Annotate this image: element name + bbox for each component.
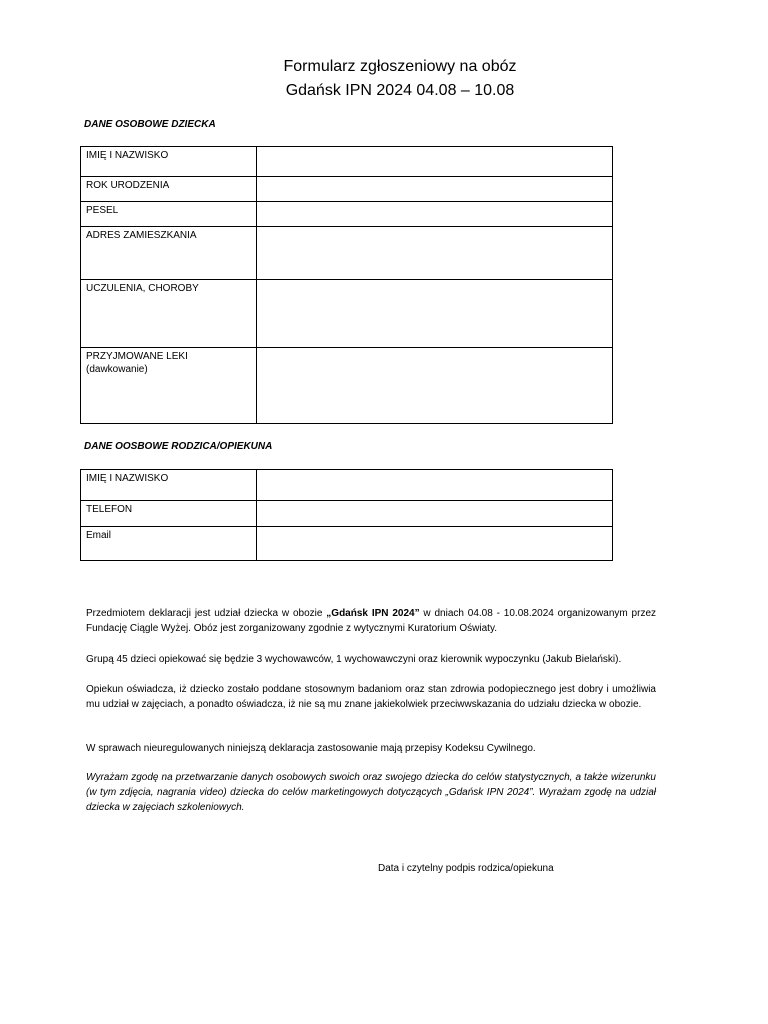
parent-phone-field[interactable]: [257, 501, 613, 527]
parent-section-heading: DANE OOSBOWE RODZICA/OPIEKUNA: [84, 441, 273, 452]
child-name-label: IMIĘ I NAZWISKO: [81, 147, 257, 177]
declaration-paragraph: [86, 606, 656, 636]
parent-name-field[interactable]: [257, 470, 613, 501]
table-row: [81, 147, 613, 177]
form-title: Formularz zgłoszeniowy na obóz: [283, 58, 517, 75]
parent-phone-label: TELEFON: [81, 501, 257, 527]
table-row: [81, 280, 613, 348]
parent-name-label: IMIĘ I NAZWISKO: [81, 470, 257, 501]
table-row: [81, 470, 613, 501]
form-subtitle: Gdańsk IPN 2024 04.08 – 10.08: [285, 82, 515, 99]
child-medications-label-line2: (dawkowanie): [86, 364, 148, 375]
camp-name-bold: „Gdańsk IPN 2024”: [326, 608, 420, 619]
group-paragraph: Grupą 45 dzieci opiekować się będzie 3 wychowawców, 1 wychowawczyni oraz kierownik wypoczynku (Jakub Bielański).: [86, 654, 622, 665]
table-row: [81, 527, 613, 561]
child-data-table: [80, 146, 613, 424]
declaration-text-start: Przedmiotem deklaracji jest udział dziecka w obozie: [86, 608, 327, 619]
child-section-heading: DANE OSOBOWE DZIECKA: [84, 119, 216, 130]
parent-data-table: [80, 469, 613, 561]
parent-email-label: Email: [81, 527, 257, 561]
civil-code-paragraph: W sprawach nieuregulowanych niniejszą deklaracja zastosowanie mają przepisy Kodeksu Cywilnego.: [86, 743, 536, 754]
consent-paragraph: Wyrażam zgodę na przetwarzanie danych osobowych swoich oraz swojego dziecka do celów statystycznych, a także wizerunku (w tym zdjęcia, nagrania video) dziecka do celów marketingowych dotyczących „Gdańsk IPN 2024”. Wyrażam zgodę na udział dziecka w zajęciach szkoleniowych.: [86, 772, 656, 813]
table-row: [81, 202, 613, 227]
parent-email-field[interactable]: [257, 527, 613, 561]
child-allergies-label: UCZULENIA, CHOROBY: [81, 280, 257, 348]
child-birth-year-label: ROK URODZENIA: [81, 177, 257, 202]
child-medications-field[interactable]: [257, 348, 613, 424]
health-statement-paragraph: Opiekun oświadcza, iż dziecko zostało poddane stosownym badaniom oraz stan zdrowia podopiecznego jest dobry i umożliwia mu udział w zajęciach, a ponadto oświadcza, iż nie są mu znane jakiekolwiek przeciwwskazania do udziału dziecka w obozie.: [86, 684, 656, 710]
child-medications-label-line1: PRZYJMOWANE LEKI: [86, 351, 188, 362]
child-address-label: ADRES ZAMIESZKANIA: [81, 227, 257, 280]
child-address-field[interactable]: [257, 227, 613, 280]
signature-label: Data i czytelny podpis rodzica/opiekuna: [378, 863, 554, 874]
table-row: [81, 501, 613, 527]
child-pesel-field[interactable]: [257, 202, 613, 227]
child-allergies-field[interactable]: [257, 280, 613, 348]
child-birth-year-field[interactable]: [257, 177, 613, 202]
table-row: [81, 177, 613, 202]
child-medications-label: [81, 348, 257, 424]
table-row: [81, 227, 613, 280]
table-row: [81, 348, 613, 424]
child-pesel-label: PESEL: [81, 202, 257, 227]
declaration-text-end: w dniach 04.08 - 10.08.2024 organizowanym przez Fundację Ciągle Wyżej. Obóz jest zorganizowany zgodnie z wytycznymi Kuratorium Oświaty.: [86, 608, 657, 634]
child-name-field[interactable]: [257, 147, 613, 177]
